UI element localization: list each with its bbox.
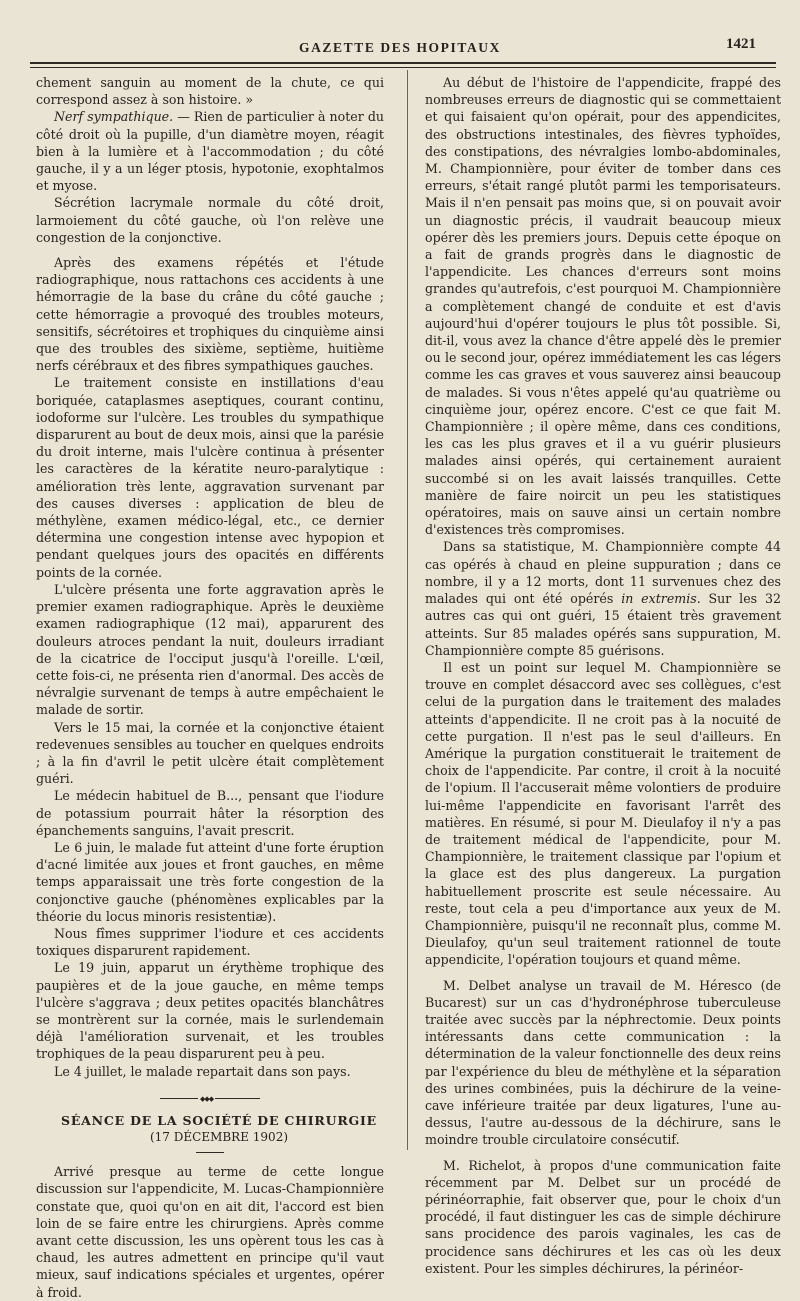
paragraph: Le traitement consiste en instillations d'eau boriquée, cataplasmes aseptiques, courant continu, iodoforme sur l'ulcère. Les troubles du sympathique disparurent au bout de deux mois, ainsi que la parésie du droit interne, mais l'ulcère continua à présenter les caractères de la kératite neuro-paralytique : amélioration très lente, aggravation survenant par des causes diverses : application de bleu de méthylène, examen médico-légal, etc., ce dernier détermina une congestion intense avec hypopion et pendant quelques jours des opacités en différents points de la cornée.: [36, 375, 384, 580]
paragraph: chement sanguin au moment de la chute, ce qui correspond assez à son histoire. »: [36, 75, 384, 108]
paragraph: M. Richelot, à propos d'une communication faite récemment par M. Delbet sur un procédé de périnéorraphie, fait observer que, pour le choix d'un procédé, il faut distinguer les cas de simple déchirure sans procidence des parois vaginales, les cas de procidence sans déchirures et les cas où les deux existent. Pour les simples déchirures, la périnéor-: [425, 1157, 781, 1276]
italic-phrase: in extremis: [621, 591, 697, 607]
paragraph: Le médecin habituel de B..., pensant que l'iodure de potassium pourrait hâter la résorption des épanchements sanguins, l'avait prescrit.: [36, 788, 384, 838]
paragraph: Au début de l'histoire de l'appendicite, frappé des nombreuses erreurs de diagnostic qui se commettaient et qui faisaient qu'on opérait, pour des appendicites, des obstructions intestinales, des fièvres typhoïdes, des constipations, des névralgies lombo-abdominales, M. Championnière, pour éviter de tomber dans ces erreurs, s'était rangé plutôt parmi les temporisateurs. Mais il n'en pensait pas moins que, si on pouvait avoir un diagnostic précis, il vaudrait beaucoup mieux opérer dès les premiers jours. Depuis cette époque on a fait de grands progrès dans le diagnostic de l'appendicite. Les chances d'erreurs sont moins grandes qu'autrefois, c'est pourquoi M. Championnière a complètement changé de conduite et est d'avis aujourd'hui d'opérer toujours le plus tôt possible. Si, dit-il, vous avez la chance d'être appelé dès le premier ou le second jour, opérez immédiatement les cas légers comme les cas graves et vous sauverez ainsi beaucoup de malades. Si vous n'êtes appelé qu'au quatrième ou cinquième jour, opérez encore. C'est ce que fait M. Championnière ; il opère même, dans ces conditions, les cas les plus graves et il a vu guérir plusieurs malades ainsi opérés, qui certainement auraient succombé si on les avait laissés tranquilles. Cette manière de faire noircit un peu les statistiques opératoires, mais on sauve ainsi un certain nombre d'existences très compromises.: [425, 75, 781, 538]
paragraph: Sécrétion lacrymale normale du côté droit, larmoiement du côté gauche, où l'on relève une congestion de la conjonctive.: [36, 195, 384, 245]
paragraph-text: — Rien de particulier à noter du côté droit où la pupille, d'un diamètre moyen, réagit bien à la lumière et à l'accommodation ; du côté gauche, il y a un léger ptosis, hypotonie, exophtalmos et myose.: [36, 109, 385, 194]
header-rule: [30, 62, 776, 68]
section-rule: [196, 1152, 224, 1153]
paragraph: L'ulcère présenta une forte aggravation après le premier examen radiographique. Après le deuxième examen radiographique (12 mai), apparurent des douleurs atroces pendant la nuit, douleurs irradiant de la cicatrice de l'occiput jusqu'à l'oreille. L'œil, cette fois-ci, ne présenta rien d'anormal. Des accès de névralgie survenant de temps à autre empêchaient le malade de sortir.: [36, 581, 384, 718]
journal-title: GAZETTE DES HOPITAUX: [298, 40, 502, 55]
page-header: [30, 30, 770, 62]
paragraph: [36, 108, 384, 194]
paragraph-text: Dans sa statistique, M. Championnière compte 44 cas opérés à chaud en pleine suppuration ; dans ce nombre, il y a 12 morts, dont 11 survenues chez des malades qui ont été opérés: [425, 539, 781, 607]
left-column: [36, 74, 384, 1301]
paragraph: Il est un point sur lequel M. Championnière se trouve en complet désaccord avec ses collègues, c'est celui de la purgation dans le traitement des malades atteints d'appendicite. Il ne croit pas à la nocuité de cette purgation. Il n'est pas le seul d'ailleurs. En Amérique la purgation constituerait le traitement de choix de l'appendicite. Par contre, il croit à la nocuité de l'opium. Il l'accuserait même volontiers de produire lui-même l'appendicite en favorisant l'arrêt des matières. En résumé, si pour M. Dieulafoy il n'y a pas de traitement médical de l'appendicite, pour M. Championnière, le traitement classique par l'opium et la glace est des plus dangereux. La purgation habituellement proscrite est seule nécessaire. Au reste, tout cela a peu d'importance aux yeux de M. Championnière, puisqu'il ne reconnaît plus, comme M. Dieulafoy, qu'un seul traitement rationnel de toute appendicite, l'opération toujours et quand même.: [425, 659, 781, 968]
section-title: SÉANCE DE LA SOCIÉTÉ DE CHIRURGIE: [61, 1112, 377, 1128]
page-number: 1421: [726, 36, 756, 52]
right-column: [425, 74, 781, 1277]
paragraph: Vers le 15 mai, la cornée et la conjonctive étaient redevenues sensibles au toucher en quelques endroits ; à la fin d'avril le petit ulcère était complètement guéri.: [36, 719, 384, 787]
paragraph: Après des examens répétés et l'étude radiographique, nous rattachons ces accidents à une hémorragie de la base du crâne du côté gauche ; cette hémorragie a provoqué des troubles moteurs, sensitifs, sécrétoires et trophiques du cinquième ainsi que des troubles des sixième, septième, huitième nerfs cérébraux et des fibres sympathiques gauches.: [36, 255, 384, 374]
paragraph: [425, 538, 781, 658]
section-date: (17 DÉCEMBRE 1902): [149, 1129, 289, 1144]
paragraph: Le 19 juin, apparut un érythème trophique des paupières et de la joue gauche, en même temps l'ulcère s'aggrava ; deux petites opacités blanchâtres se montrèrent sur la cornée, mais le surlendemain déjà l'amélioration survenait, et les troubles trophiques de la peau disparurent peu à peu.: [36, 960, 384, 1062]
paragraph: Le 6 juin, le malade fut atteint d'une forte éruption d'acné limitée aux joues et front gauches, en même temps apparaissait une très forte congestion de la conjonctive gauche (phénomènes explicables par la théorie du locus minoris resistentiæ).: [36, 839, 384, 924]
subheading-nerf-sympathique: Nerf sympathique.: [54, 109, 174, 125]
paragraph: Le 4 juillet, le malade repartait dans son pays.: [54, 1063, 351, 1079]
paragraph: Nous fîmes supprimer l'iodure et ces accidents toxiques disparurent rapidement.: [36, 925, 384, 959]
paragraph-text: . Sur les 32 autres cas qui ont guéri, 15 étaient très gravement atteints. Sur 85 malades opérés sans suppuration, M. Championnière compte 85 guérisons.: [425, 591, 781, 658]
paragraph: Arrivé presque au terme de cette longue discussion sur l'appendicite, M. Lucas-Championnière constate que, quoi qu'on en ait dit, l'accord est bien loin de se faire entre les chirurgiens. Après comme avant cette discussion, les uns opèrent tous les cas à chaud, les autres admettent en principe qu'il vaut mieux, sauf indications spéciales et urgentes, opérer à froid.: [36, 1164, 384, 1300]
column-divider: [407, 70, 408, 1150]
paragraph: M. Delbet analyse un travail de M. Héresco (de Bucarest) sur un cas d'hydronéphrose tuberculeuse traitée avec succès par la néphrectomie. Deux points intéressants dans cette communication : la détermination de la valeur fonctionnelle des deux reins par l'expérience du bleu de méthylène et la séparation des urines combinées, puis la déchirure de la veine-cave inférieure traitée par deux ligatures, l'une au-dessus, l'autre au-dessous de la déchirure, sans le moindre trouble circulatoire consécutif.: [425, 977, 781, 1148]
section-ornament: [160, 1094, 260, 1102]
